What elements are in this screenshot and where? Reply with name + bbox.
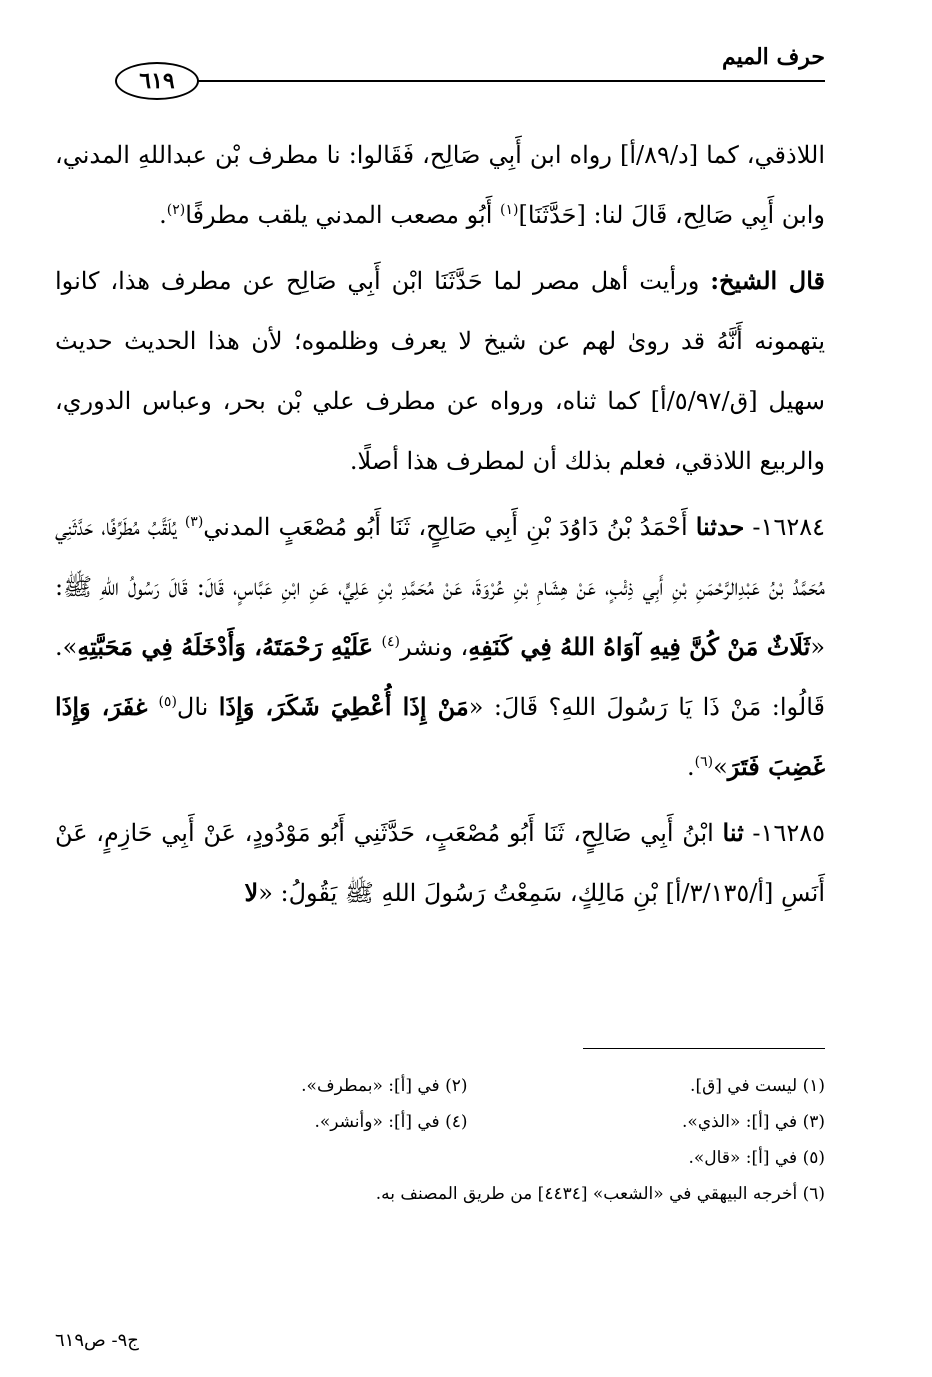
p3-t4: ». قَالُوا: مَنْ ذَا يَا رَسُولَ اللهِ؟ قَالَ: « [55,633,826,721]
footnote-ref-5: (٥) [158,694,177,710]
footnote-row [110,1140,825,1176]
hadith-16285 [55,803,825,923]
p3-b3: مَنْ إِذَا أُعْطِيَ شَكَرَ، وَإِذَا [218,692,469,721]
hadith-lead: ثنا [722,818,744,847]
p1-text2: أَبُو مصعب المدني يلقب مطرفًا [185,201,501,229]
p3-b1: ثَلَاثٌ مَنْ كُنَّ فِيهِ آوَاهُ اللهُ فِي كَنَفِهِ [468,632,811,661]
footnote-ref-4: (٤) [381,634,400,650]
p3-end: . [686,753,695,781]
p3-t1: أَحْمَدُ بْنُ دَاوُدَ بْنِ أَبِي صَالِحٍ، ثَنَا أَبُو مُصْعَبٍ المدني [203,513,696,541]
footnote-ref-2: (٢) [166,202,186,218]
hadith-number: ١٦٢٨٥- [743,819,825,847]
footnote-3: (٣) في [أ]: «الذي». [682,1112,825,1132]
footnote-4: (٤) في [أ]: «وأنشر». [314,1112,468,1132]
main-text [55,125,825,923]
hadith-16284 [55,497,825,797]
p3-b2: عَلَيْهِ رَحْمَتَهُ، وَأَدْخَلَهُ فِي مَحَبَّتِهِ [77,632,382,661]
chapter-title: حرف الميم [721,44,825,70]
footnote-ref-1: (١) [500,202,519,218]
page-header [55,40,825,100]
footnote-row [110,1068,825,1104]
p3-b4: غفَرَ، وَإِذَا غَضِبَ فَتَرَ [55,692,825,781]
footnote-row [110,1104,825,1140]
header-rule [195,80,825,82]
p4-t1: ابْنُ أَبِي صَالِحٍ، ثَنَا أَبُو مُصْعَبٍ، حَدَّثَنِي أَبُو مَوْدُودٍ، عَنْ أَبِي حَازِمٍ، عَنْ أَنَسِ [أ/٣/١٣٥/أ] بْنِ مَالِكٍ، سَمِعْتُ رَسُولَ اللهِ ﷺ يَقُولُ: « [55,819,825,907]
p1-text: اللاذقي، كما [د/٨٩/أ] رواه ابن أَبِي صَالِح، فَقَالوا: نا مطرف بْن عبداللهِ المدني، وابن أَبِي صَالِح، قَالَ لنا: [حَدَّثَنَا] [55,141,826,229]
volume-page-marker: ج٩- ص٦١٩ [55,1330,139,1351]
p3-t2: يُلَقَّبُ مُطَرِّفًا، حَدَّثَنِي مُحَمَّدُ بْنُ عَبْدِالرَّحْمَنِ بْنِ أَبِي ذِئْبٍ، عَنْ هِشَامِ بْنِ عُرْوَةَ، عَنْ مُحَمَّدِ بْنِ عَلِيٍّ، عَنِ ابْنِ عَبَّاسٍ، قَالَ: قَالَ رَسُولُ اللهِ ﷺ: « [55,513,826,661]
p3-t5: نال [176,693,219,721]
footnote-ref-3: (٣) [184,514,204,530]
footnote-row [110,1176,825,1212]
footnote-6: (٦) أخرجه البيهقي في «الشعب» [٤٤٣٤] من طريق المصنف به. [375,1184,825,1204]
footnote-separator [583,1048,825,1049]
paragraph-2 [55,251,825,491]
p3-t3: ، ونشر [399,633,469,661]
p2-text: ورأيت أهل مصر لما حَدَّثَنَا ابْن أَبِي صَالِح عن مطرف هذا، كانوا يتهمونه أَنَّهُ قد روىٰ لهم عن شيخ لا يعرف وظلموه؛ لأن هذا الحديث حديث سهيل [ق/٥/٩٧/أ] كما ثناه، ورواه عن مطرف علي بْن بحر، وعباس الدوري، والربيع اللاذقي، فعلم بذلك أن لمطرف هذا أصلًا. [55,267,826,475]
footnote-5: (٥) في [أ]: «قال». [688,1148,825,1168]
footnote-1: (١) ليست في [ق]. [690,1076,825,1096]
p4-b1: لا [244,878,259,907]
p2-lead: قال الشيخ: [710,266,826,295]
page-number: ٦١٩ [115,62,199,100]
footnotes [110,1068,825,1212]
hadith-number: ١٦٢٨٤- [744,513,825,541]
p3-t6: » [713,753,728,781]
p1-end: . [159,201,167,229]
paragraph-1 [55,125,825,245]
footnote-2: (٢) في [أ]: «بمطرف». [301,1076,468,1096]
footnote-ref-6: (٦) [694,754,714,770]
hadith-lead: حدثنا [695,512,745,541]
